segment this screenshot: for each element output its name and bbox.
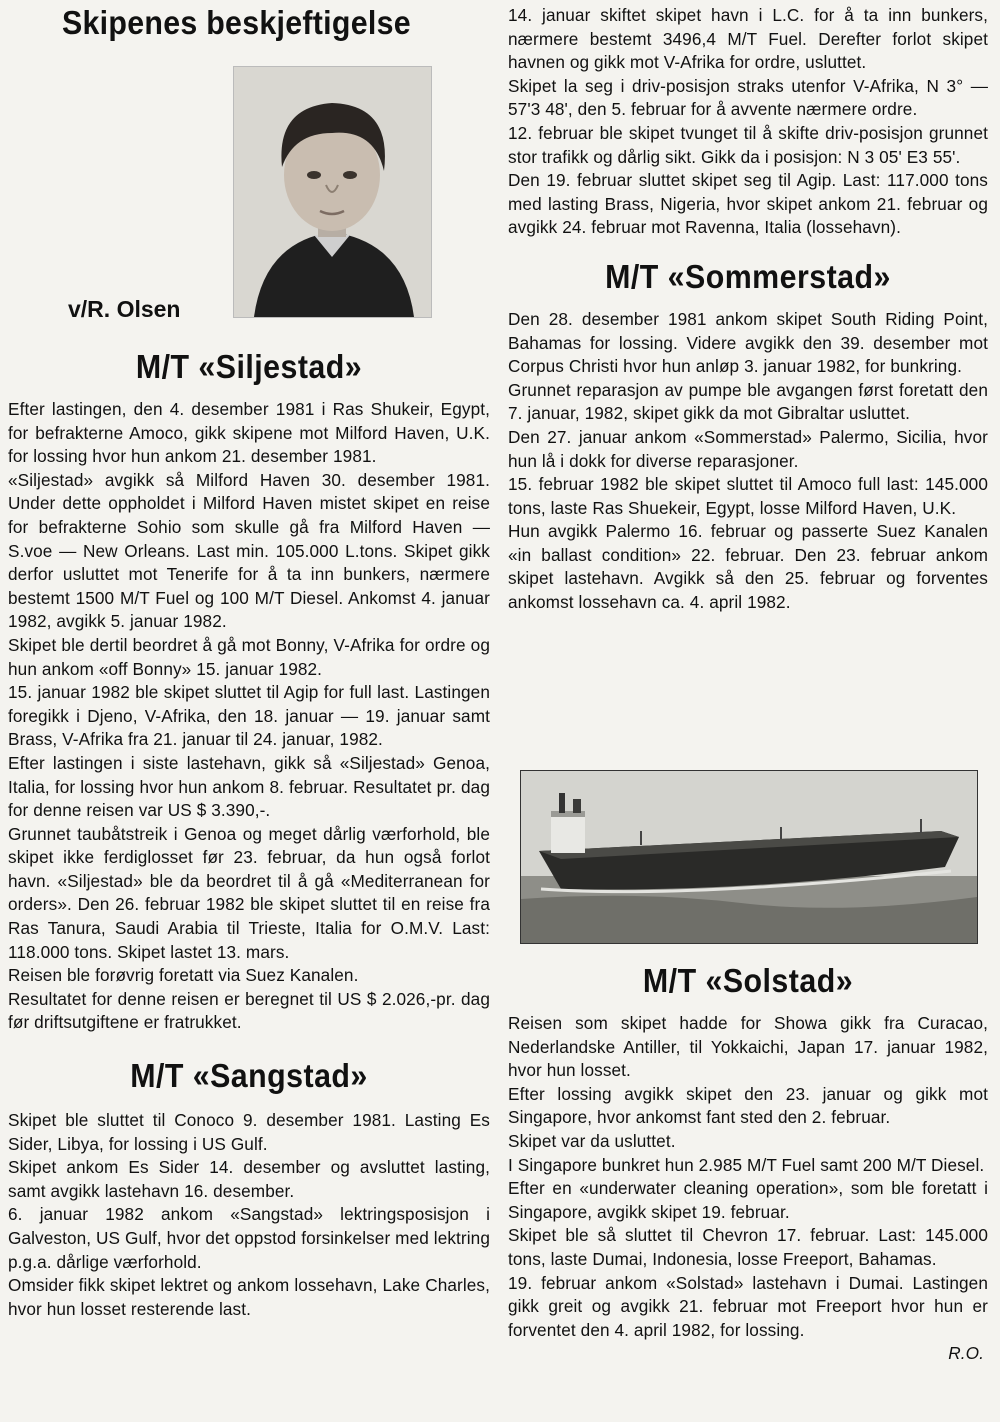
paragraph: Omsider fikk skipet lektret og ankom lossehavn, Lake Charles, hvor hun losset resterende last. (8, 1275, 490, 1319)
paragraph: Skipet ble dertil beordret å gå mot Bonny, V-Afrika for ordre og hun ankom «off Bonny» 15. januar 1982. (8, 634, 490, 679)
paragraph: Den 27. januar ankom «Sommerstad» Palermo, Sicilia, hvor hun lå i dokk for diverse reparasjoner. (508, 426, 988, 471)
paragraph: 15. februar 1982 ble skipet sluttet til Amoco full last: 145.000 tons, laste Ras Shuekeir, Egypt, losse Milford Haven, U.K. (508, 474, 988, 518)
paragraph: I Singapore bunkret hun 2.985 M/T Fuel samt 200 M/T Diesel. (508, 1154, 985, 1175)
section-heading-sangstad: M/T «Sangstad» (130, 1057, 368, 1095)
paragraph: Reisen som skipet hadde for Showa gikk fra Curacao, Nederlandske Antiller, til Yokkaichi, Japan 17. januar 1982, hvor hun losset. (508, 1013, 988, 1081)
paragraph: 12. februar ble skipet tvunget til å skifte driv-posisjon grunnet stor trafikk og dårlig sikt. Gikk da i posisjon: N 3 05' E3 55'. (508, 122, 988, 167)
page-title: Skipenes beskjeftigelse (62, 4, 411, 41)
byline: v/R. Olsen (68, 296, 181, 322)
paragraph: 15. januar 1982 ble skipet sluttet til Agip for full last. Lastingen foregikk i Djeno, V-Afrika, den 18. januar — 19. januar samt Brass, V-Afrika fra 21. januar til 24. januar, 1982. (8, 682, 490, 750)
paragraph: Den 19. februar sluttet skipet seg til Agip. Last: 117.000 tons med lasting Brass, Nigeria, hvor skipet ankom 21. februar og avgikk 24. februar mot Ravenna, Italia (lossehavn). (508, 170, 988, 238)
paragraph: 14. januar skiftet skipet havn i L.C. for å ta inn bunkers, nærmere bestemt 3496,4 M/T Fuel. Derefter forlot skipet havnen og gikk mot V-Afrika for ordre, usluttet. (508, 5, 988, 73)
left-column (8, 348, 490, 1321)
paragraph: Den 28. desember 1981 ankom skipet South Riding Point, Bahamas for lossing. Videre avgikk den 39. desember mot Corpus Christi hvor hun anløp 3. januar 1982, for bunkring. (508, 308, 988, 377)
paragraph: 6. januar 1982 ankom «Sangstad» lektringsposisjon i Galveston, US Gulf, hvor det oppstod forsinkelser med lektring p.g.a. dårlige værforhold. (8, 1204, 490, 1272)
author-signature: R.O. (948, 1343, 984, 1364)
paragraph: Efter en «underwater cleaning operation», som ble foretatt i Singapore, avgikk skipet 19. februar. (508, 1178, 988, 1222)
paragraph: «Siljestad» avgikk så Milford Haven 30. desember 1981. Under dette oppholdet i Milford Haven mistet skipet en reise for befrakterne Sohio som skulle gå fra Milford Haven — S.voe — New Orleans. Last min. 105.000 L.tons. Skipet gikk derfor usluttet mot Tenerife for å ta inn bunkers, nærmere bestemt 1500 M/T Fuel og 100 M/T Diesel. Ankomst 4. januar 1982, avgikk 5. januar 1982. (8, 469, 490, 632)
paragraph: Skipet var da usluttet. (508, 1130, 676, 1151)
ship-illustration (521, 771, 977, 943)
paragraph: Hun avgikk Palermo 16. februar og passerte Suez Kanalen «in ballast condition» 22. februar. Den 23. februar ankom skipet lastehavn. Avgikk så den 25. februar og forventes ankomst lossehavn ca. 4. april 1982. (508, 521, 988, 613)
section-heading-solstad: M/T «Solstad» (642, 962, 854, 999)
tanker-ship-photo (520, 770, 978, 944)
section-heading-siljestad: M/T «Siljestad» (135, 348, 363, 385)
right-column-top (508, 4, 988, 615)
paragraph: Efter lastingen, den 4. desember 1981 i Ras Shukeir, Egypt, for befrakterne Amoco, gikk skipene mot Milford Haven, U.K. for lossing hvor hun ankom 21. desember 1981. (8, 399, 490, 467)
paragraph: Grunnet taubåtstreik i Genoa og meget dårlig værforhold, ble skipet ikke ferdiglosset før 23. februar, da hun også forlot havn. «Siljestad» ble da beordret til å gå «Mediterranean for orders». Den 26. februar 1982 ble skipet sluttet til en reise fra Ras Tanura, Saudi Arabia til Trieste, Italia for O.M.V. Last: 118.000 tons. Skipet lastet 13. mars. (8, 823, 490, 962)
paragraph: 19. februar ankom «Solstad» lastehavn i Dumai. Lastingen gikk greit og avgikk 21. februar mot Freeport hvor hun er forventet den 4. april 1982, for lossing. (508, 1272, 988, 1340)
portrait-illustration (234, 67, 431, 317)
paragraph: Skipet ble sluttet til Conoco 9. desember 1981. Lasting Es Sider, Libya, for lossing i US Gulf. (8, 1110, 490, 1154)
paragraph: Skipet ble så sluttet til Chevron 17. februar. Last: 145.000 tons, laste Dumai, Indonesia, losse Freeport, Bahamas. (508, 1225, 988, 1269)
author-portrait-photo (233, 66, 432, 318)
paragraph: Efter lastingen i siste lastehavn, gikk så «Siljestad» Genoa, Italia, for lossing hvor hun ankom 8. februar. Resultatet pr. dag for denne reisen var US $ 3.390,-. (8, 752, 490, 821)
paragraph: Reisen ble forøvrig foretatt via Suez Kanalen. (8, 965, 359, 986)
right-column-bottom (508, 962, 988, 1366)
paragraph: Skipet la seg i driv-posisjon straks utenfor V-Afrika, N 3° — 57'3 48', den 5. februar for å avvente nærmere ordre. (508, 75, 988, 120)
paragraph: Skipet ankom Es Sider 14. desember og avsluttet lasting, samt avgikk lastehavn 16. desember. (8, 1157, 490, 1201)
section-heading-sommerstad: M/T «Sommerstad» (605, 257, 891, 295)
paragraph: Efter lossing avgikk skipet den 23. januar og gikk mot Singapore, hvor ankomst fant sted den 2. februar. (508, 1083, 988, 1128)
paragraph: Resultatet for denne reisen er beregnet til US $ 2.026,-pr. dag før driftsutgiftene er fratrukket. (8, 988, 490, 1033)
paragraph: Grunnet reparasjon av pumpe ble avgangen først foretatt den 7. januar, 1982, skipet gikk da mot Gibraltar usluttet. (508, 379, 988, 424)
